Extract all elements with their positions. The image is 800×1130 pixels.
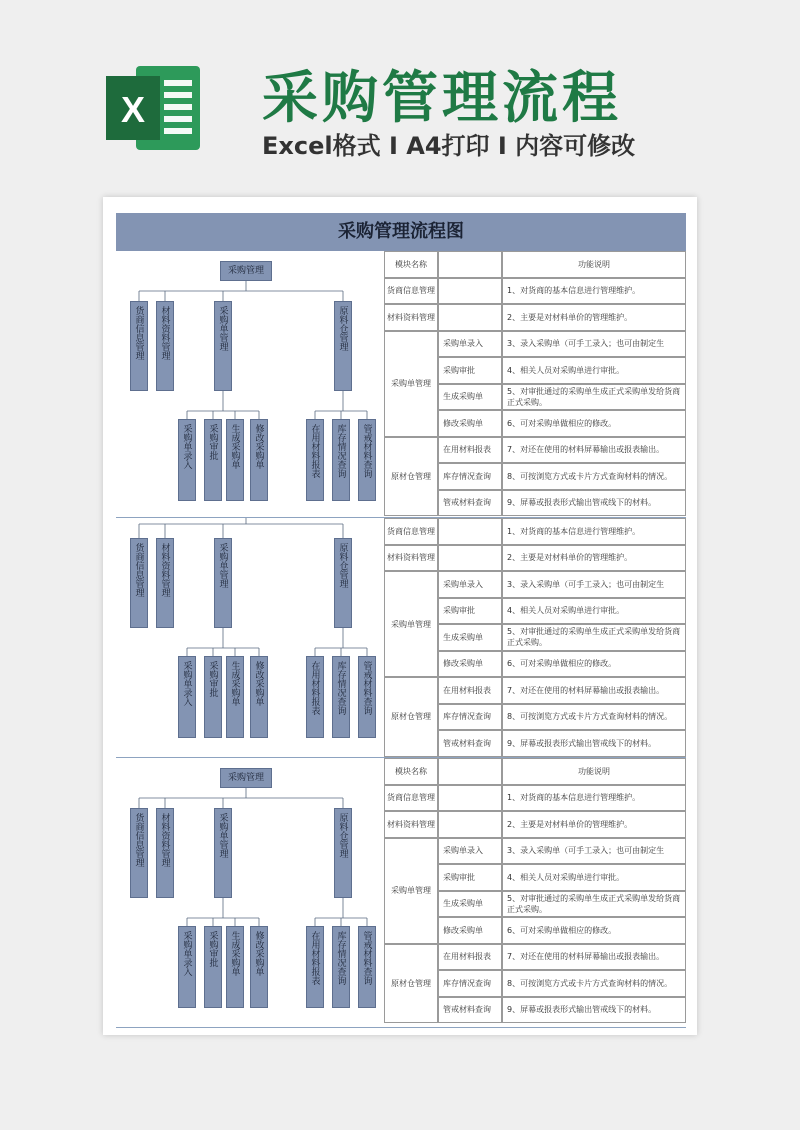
chart-node-warehouse-child: 在用材料报表	[306, 419, 324, 501]
chart-node-warehouse-child: 管戒材料查询	[358, 419, 376, 501]
table-cell-module: 采购单管理	[384, 331, 438, 437]
table-cell-function	[438, 278, 502, 305]
org-chart	[116, 518, 384, 758]
excel-logo-icon	[104, 62, 204, 154]
table-cell-function: 在用材料报表	[438, 944, 502, 971]
table-cell-description: 7、对还在使用的材料屏幕输出或报表输出。	[502, 677, 686, 704]
chart-node-level1: 货商信息管理	[130, 538, 148, 628]
table-cell-module: 原材仓管理	[384, 437, 438, 517]
table-cell-description: 3、录入采购单（可手工录入；也可由制定生	[502, 571, 686, 598]
logo-letter: X	[120, 89, 146, 130]
function-table	[384, 251, 686, 518]
chart-node-warehouse-child: 管戒材料查询	[358, 926, 376, 1008]
table-cell-description: 2、主要是对材料单价的管理维护。	[502, 304, 686, 331]
chart-root-node: 采购管理	[220, 768, 272, 788]
table-cell-description: 1、对货商的基本信息进行管理维护。	[502, 278, 686, 305]
table-cell-module: 货商信息管理	[384, 518, 438, 545]
table-cell-module: 材料资料管理	[384, 811, 438, 838]
table-cell-description: 1、对货商的基本信息进行管理维护。	[502, 785, 686, 812]
table-header-description: 功能说明	[502, 251, 686, 278]
table-cell-description: 7、对还在使用的材料屏幕输出或报表输出。	[502, 944, 686, 971]
chart-node-level1: 货商信息管理	[130, 808, 148, 898]
chart-node-purchase-child: 生成采购单	[226, 656, 244, 738]
chart-node-purchase-child: 采购审批	[204, 926, 222, 1008]
table-cell-function: 采购单录入	[438, 838, 502, 865]
chart-node-purchase-child: 生成采购单	[226, 926, 244, 1008]
table-header-blank	[438, 758, 502, 785]
table-cell-description: 4、相关人员对采购单进行审批。	[502, 598, 686, 625]
table-cell-module: 货商信息管理	[384, 278, 438, 305]
table-cell-description: 6、可对采购单做相应的修改。	[502, 410, 686, 437]
chart-node-level1: 原料仓管理	[334, 301, 352, 391]
section-divider	[116, 1027, 686, 1028]
chart-node-level1: 采购单管理	[214, 301, 232, 391]
table-cell-module: 采购单管理	[384, 838, 438, 944]
chart-node-warehouse-child: 管戒材料查询	[358, 656, 376, 738]
table-cell-description: 8、可按浏览方式或卡片方式查询材料的情况。	[502, 704, 686, 731]
table-cell-function: 采购单录入	[438, 571, 502, 598]
function-table	[384, 758, 686, 1028]
table-header-module: 模块名称	[384, 758, 438, 785]
table-cell-description: 2、主要是对材料单价的管理维护。	[502, 545, 686, 572]
table-cell-description: 9、屏幕或报表形式输出管戒线下的材料。	[502, 730, 686, 757]
table-cell-function	[438, 811, 502, 838]
chart-node-warehouse-child: 在用材料报表	[306, 656, 324, 738]
table-cell-description: 6、可对采购单做相应的修改。	[502, 917, 686, 944]
table-cell-function: 库存情况查询	[438, 970, 502, 997]
table-cell-description: 8、可按浏览方式或卡片方式查询材料的情况。	[502, 970, 686, 997]
table-cell-description: 4、相关人员对采购单进行审批。	[502, 357, 686, 384]
org-chart	[116, 251, 384, 518]
chart-node-purchase-child: 修改采购单	[250, 926, 268, 1008]
table-cell-description: 9、屏幕或报表形式输出管戒线下的材料。	[502, 997, 686, 1024]
table-cell-function	[438, 518, 502, 545]
chart-node-level1: 材料资料管理	[156, 808, 174, 898]
table-cell-function: 生成采购单	[438, 891, 502, 918]
chart-node-purchase-child: 采购单录入	[178, 419, 196, 501]
table-cell-function	[438, 304, 502, 331]
table-cell-module: 材料资料管理	[384, 545, 438, 572]
table-cell-module: 材料资料管理	[384, 304, 438, 331]
table-cell-function: 修改采购单	[438, 651, 502, 678]
table-cell-description: 3、录入采购单（可手工录入；也可由制定生	[502, 838, 686, 865]
org-chart	[116, 758, 384, 1028]
table-cell-function: 采购审批	[438, 864, 502, 891]
flow-section-3	[116, 758, 686, 1028]
main-title: 采购管理流程	[262, 66, 622, 131]
table-cell-module: 原材仓管理	[384, 944, 438, 1024]
table-cell-description: 5、对审批通过的采购单生成正式采购单发给货商正式采购。	[502, 891, 686, 918]
chart-node-warehouse-child: 库存情况查询	[332, 419, 350, 501]
chart-node-warehouse-child: 库存情况查询	[332, 926, 350, 1008]
table-cell-function: 管戒材料查询	[438, 997, 502, 1024]
chart-node-level1: 材料资料管理	[156, 538, 174, 628]
table-header-blank	[438, 251, 502, 278]
table-cell-module: 原材仓管理	[384, 677, 438, 757]
table-header-module: 模块名称	[384, 251, 438, 278]
chart-node-level1: 货商信息管理	[130, 301, 148, 391]
chart-node-warehouse-child: 在用材料报表	[306, 926, 324, 1008]
table-cell-description: 5、对审批通过的采购单生成正式采购单发给货商正式采购。	[502, 384, 686, 411]
table-cell-function: 在用材料报表	[438, 437, 502, 464]
chart-node-level1: 采购单管理	[214, 538, 232, 628]
table-cell-function: 采购审批	[438, 357, 502, 384]
chart-node-warehouse-child: 库存情况查询	[332, 656, 350, 738]
function-table	[384, 518, 686, 758]
flow-section-2	[116, 518, 686, 758]
table-cell-function: 修改采购单	[438, 917, 502, 944]
flow-section-1	[116, 251, 686, 518]
table-cell-function: 采购审批	[438, 598, 502, 625]
table-cell-function: 采购单录入	[438, 331, 502, 358]
table-cell-description: 5、对审批通过的采购单生成正式采购单发给货商正式采购。	[502, 624, 686, 651]
table-cell-description: 2、主要是对材料单价的管理维护。	[502, 811, 686, 838]
chart-node-purchase-child: 采购审批	[204, 656, 222, 738]
chart-node-level1: 采购单管理	[214, 808, 232, 898]
table-cell-description: 4、相关人员对采购单进行审批。	[502, 864, 686, 891]
table-cell-function	[438, 785, 502, 812]
table-cell-function: 修改采购单	[438, 410, 502, 437]
table-cell-function: 管戒材料查询	[438, 730, 502, 757]
table-header-description: 功能说明	[502, 758, 686, 785]
chart-node-level1: 材料资料管理	[156, 301, 174, 391]
table-cell-function: 库存情况查询	[438, 463, 502, 490]
chart-node-purchase-child: 采购审批	[204, 419, 222, 501]
subtitle: Excel格式 I A4打印 I 内容可修改	[262, 132, 636, 160]
table-cell-description: 6、可对采购单做相应的修改。	[502, 651, 686, 678]
table-cell-description: 3、录入采购单（可手工录入；也可由制定生	[502, 331, 686, 358]
table-cell-module: 采购单管理	[384, 571, 438, 677]
table-cell-description: 7、对还在使用的材料屏幕输出或报表输出。	[502, 437, 686, 464]
chart-node-level1: 原料仓管理	[334, 538, 352, 628]
chart-node-purchase-child: 采购单录入	[178, 656, 196, 738]
table-cell-description: 9、屏幕或报表形式输出管戒线下的材料。	[502, 490, 686, 517]
chart-root-node: 采购管理	[220, 261, 272, 281]
chart-node-purchase-child: 修改采购单	[250, 419, 268, 501]
table-cell-function: 生成采购单	[438, 624, 502, 651]
chart-node-level1: 原料仓管理	[334, 808, 352, 898]
sheet-title: 采购管理流程图	[116, 213, 686, 251]
table-cell-function: 在用材料报表	[438, 677, 502, 704]
table-cell-function	[438, 545, 502, 572]
table-cell-function: 生成采购单	[438, 384, 502, 411]
table-cell-description: 8、可按浏览方式或卡片方式查询材料的情况。	[502, 463, 686, 490]
table-cell-description: 1、对货商的基本信息进行管理维护。	[502, 518, 686, 545]
chart-node-purchase-child: 采购单录入	[178, 926, 196, 1008]
table-cell-function: 管戒材料查询	[438, 490, 502, 517]
table-cell-module: 货商信息管理	[384, 785, 438, 812]
chart-node-purchase-child: 生成采购单	[226, 419, 244, 501]
chart-node-purchase-child: 修改采购单	[250, 656, 268, 738]
table-cell-function: 库存情况查询	[438, 704, 502, 731]
